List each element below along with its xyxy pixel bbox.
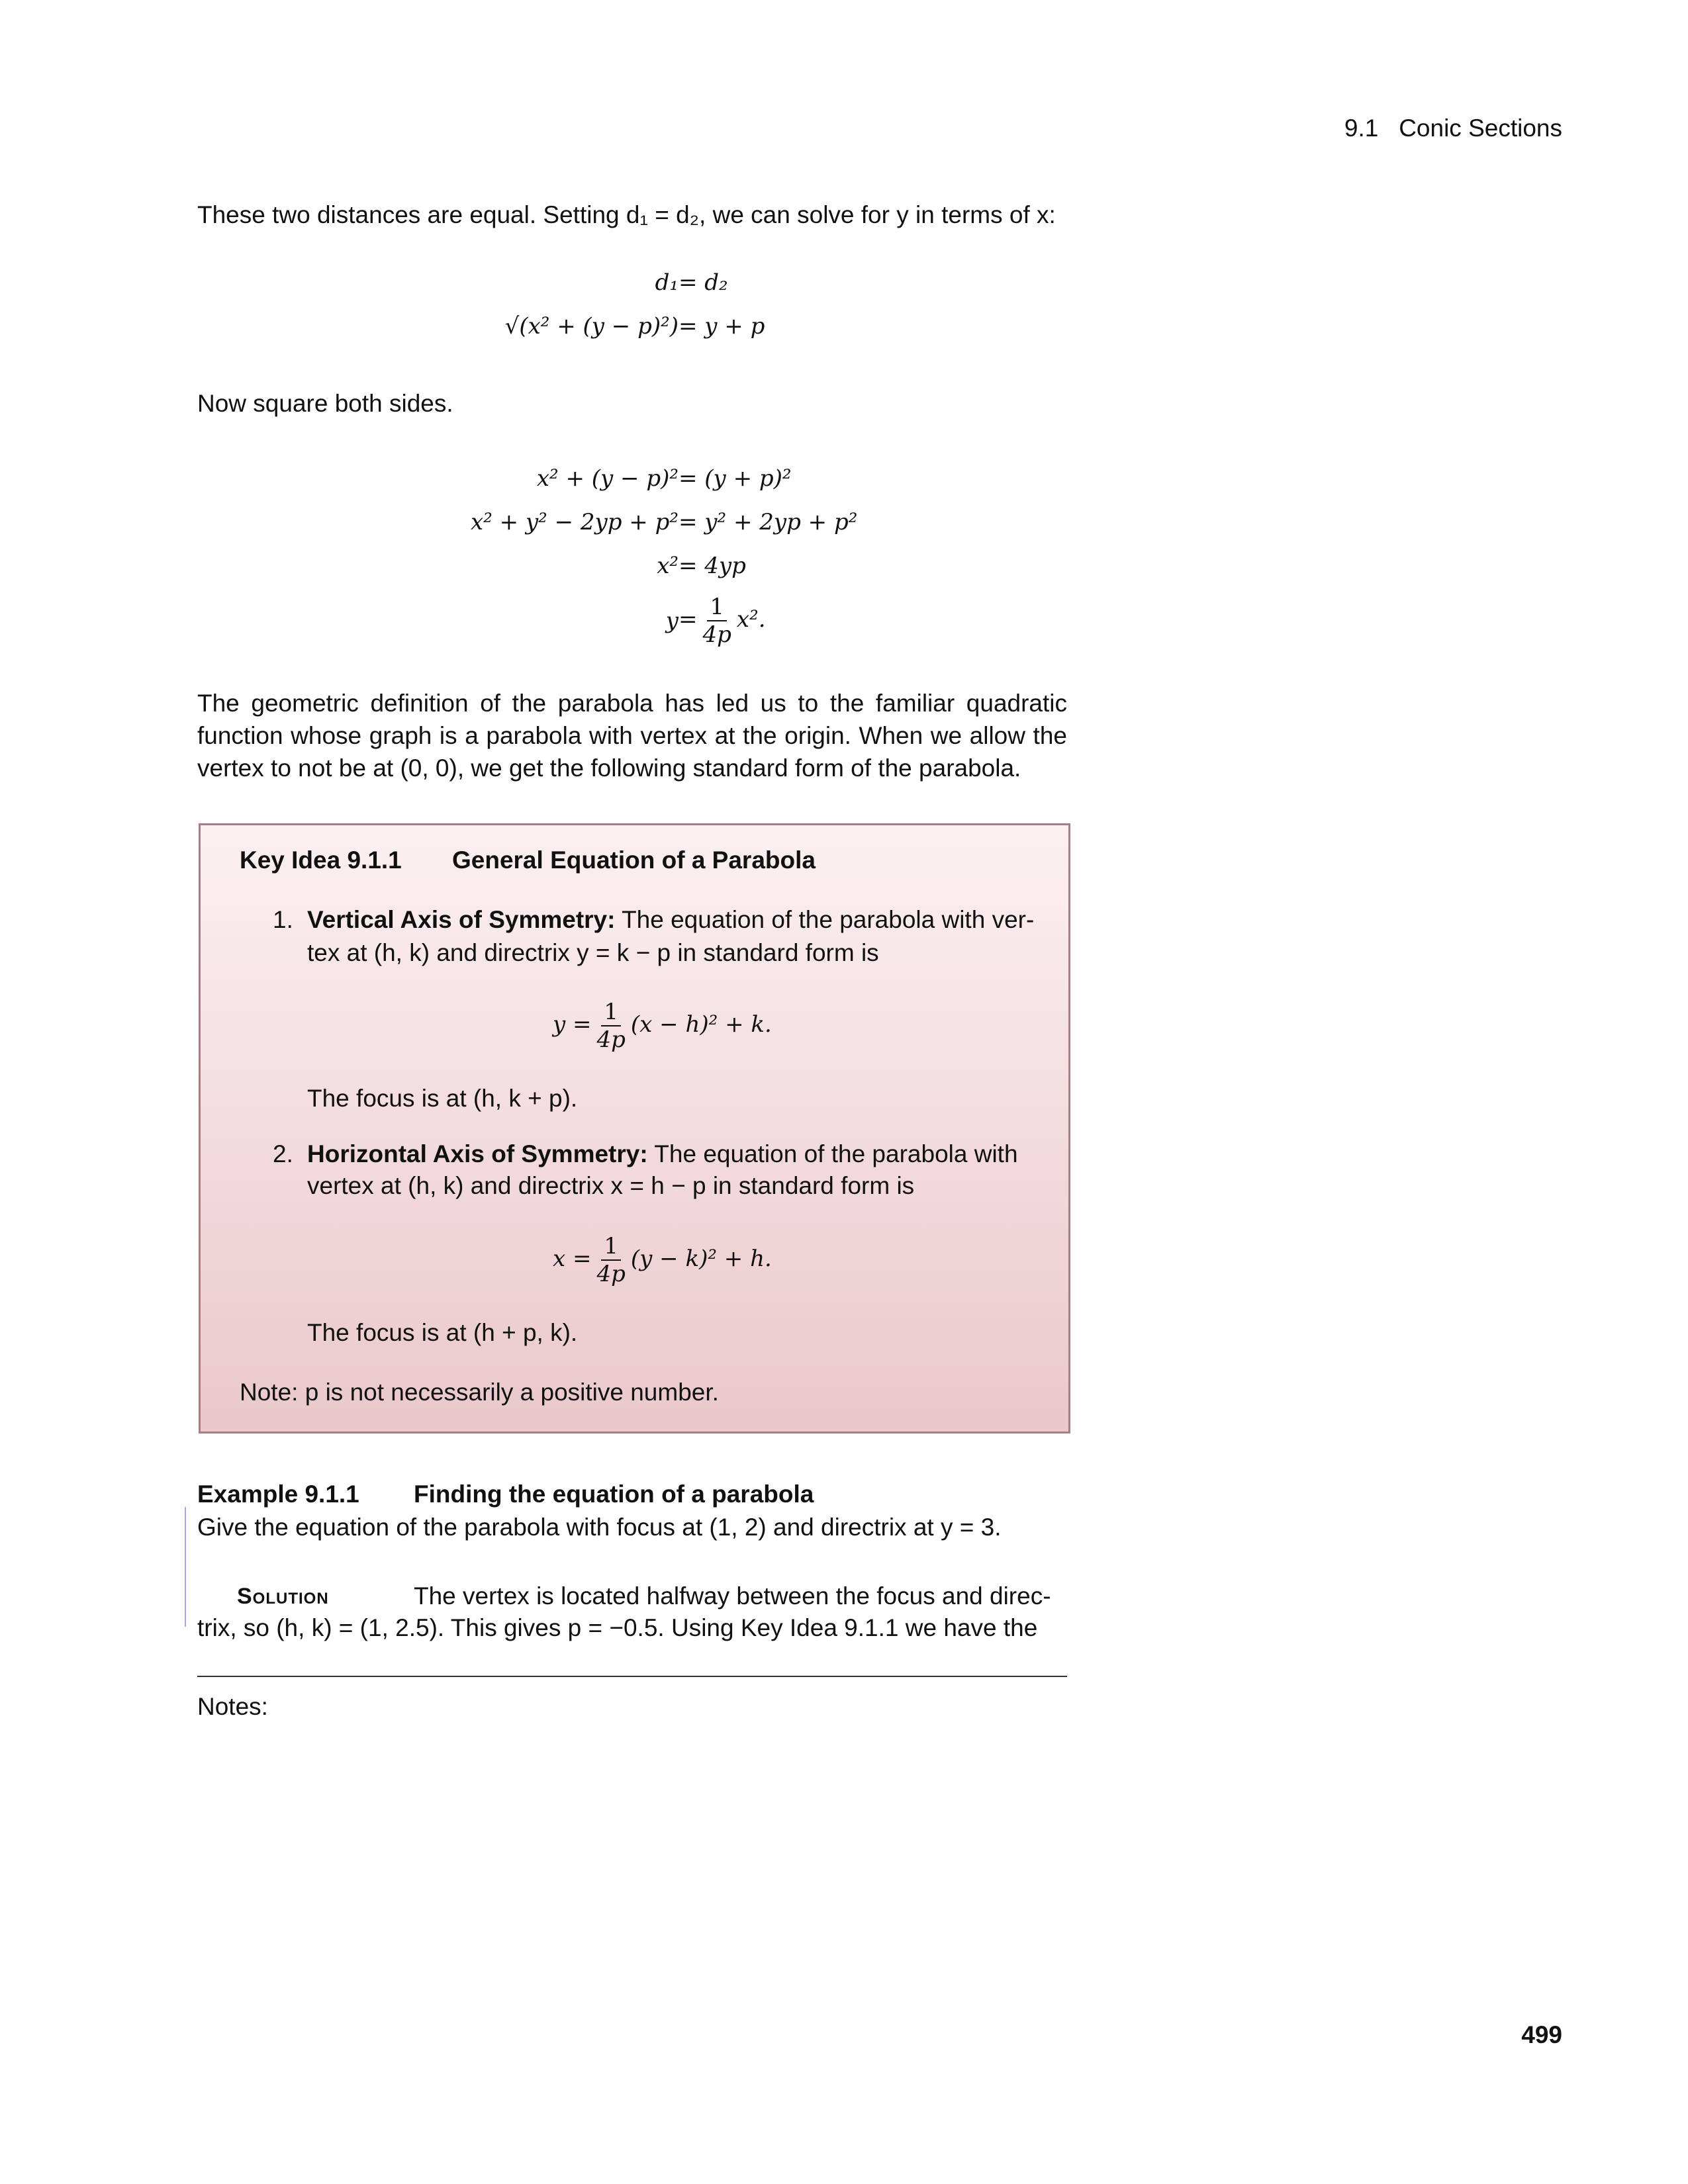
key-idea-title: General Equation of a Parabola bbox=[452, 846, 816, 874]
example-label: Example 9.1.1 bbox=[197, 1480, 359, 1508]
solution-text: trix, so (h, k) = (1, 2.5). This gives p = −0.5. Using Key Idea 9.1.1 we have the bbox=[197, 1614, 1038, 1641]
eq-rhs: = (y + p)² bbox=[679, 465, 792, 492]
eq-rhs: = 4yp bbox=[679, 553, 746, 579]
margin-marker bbox=[185, 1507, 186, 1627]
item-text: The equation of the parabola with ver- bbox=[615, 906, 1035, 933]
fraction bbox=[594, 1233, 628, 1287]
formula-rhs: (x − h)² + k. bbox=[630, 1011, 772, 1038]
eq-rhs: = d₂ bbox=[679, 269, 728, 296]
denominator: 4p bbox=[702, 621, 731, 648]
paragraph-standard-form: The geometric definition of the parabola has led us to the familiar quadratic function whose graph is a parabola with vertex at the origin. When we allow the vertex to not be at (0, 0), we get the following standard form of the parabola. bbox=[197, 690, 1067, 782]
solution-label: Solution bbox=[237, 1584, 329, 1609]
eq-lhs: x² + y² − 2yp + p² bbox=[471, 509, 679, 535]
numerator: 1 bbox=[601, 999, 621, 1026]
eq-rhs: = y² + 2yp + p² bbox=[679, 509, 858, 535]
focus-text: The focus is at (h, k + p). bbox=[307, 1085, 578, 1112]
fraction bbox=[594, 999, 628, 1053]
formula-lhs: x = bbox=[553, 1246, 592, 1272]
section-title: Conic Sections bbox=[1399, 114, 1562, 142]
eq-lhs: x² + (y − p)² bbox=[536, 465, 679, 492]
item-heading: Horizontal Axis of Symmetry: bbox=[307, 1140, 648, 1167]
example-title: Finding the equation of a parabola bbox=[414, 1480, 814, 1508]
equation-d1-d2 bbox=[424, 261, 765, 348]
focus-text: The focus is at (h + p, k). bbox=[307, 1319, 578, 1346]
denominator: 4p bbox=[596, 1026, 626, 1053]
eq-lhs: y bbox=[665, 608, 679, 634]
example-prompt: Give the equation of the parabola with focus at (1, 2) and directrix at y = 3. bbox=[197, 1514, 1002, 1541]
denominator: 4p bbox=[596, 1261, 626, 1287]
item-text: The equation of the parabola with bbox=[647, 1140, 1018, 1167]
vertical-formula bbox=[553, 993, 772, 1056]
equation-squared bbox=[371, 457, 857, 654]
running-header bbox=[1344, 112, 1562, 145]
square-text: Now square both sides. bbox=[197, 390, 453, 417]
notes-label: Notes: bbox=[197, 1693, 268, 1720]
item-line bbox=[307, 1138, 1018, 1171]
eq-lhs: x² bbox=[657, 553, 679, 579]
notes-divider bbox=[197, 1676, 1067, 1677]
formula-rhs: (y − k)² + h. bbox=[630, 1246, 772, 1272]
page-number: 499 bbox=[1521, 2021, 1562, 2048]
numerator: 1 bbox=[707, 594, 727, 621]
item-number: 2. bbox=[273, 1140, 293, 1167]
formula-lhs: y = bbox=[553, 1011, 592, 1038]
fraction bbox=[700, 594, 734, 648]
intro-text: These two distances are equal. Setting d₁ = d₂, we can solve for y in terms of x: bbox=[197, 201, 1056, 228]
item-heading: Vertical Axis of Symmetry: bbox=[307, 906, 616, 933]
eq-tail: x². bbox=[736, 606, 766, 633]
item-line bbox=[307, 903, 1034, 936]
numerator: 1 bbox=[601, 1233, 621, 1261]
horizontal-formula bbox=[553, 1227, 772, 1291]
item-number: 1. bbox=[273, 906, 293, 933]
section-number: 9.1 bbox=[1344, 114, 1379, 142]
eq-lhs: d₁ bbox=[655, 269, 679, 296]
solution-text: The vertex is located halfway between the focus and direc- bbox=[414, 1582, 1051, 1610]
item-line: vertex at (h, k) and directrix x = h − p in standard form is bbox=[307, 1172, 915, 1199]
item-line: tex at (h, k) and directrix y = k − p in standard form is bbox=[307, 939, 879, 966]
eq-lhs: √(x² + (y − p)²) bbox=[504, 313, 679, 340]
eq-rhs: = y + p bbox=[679, 313, 765, 340]
key-idea-label: Key Idea 9.1.1 bbox=[240, 846, 402, 874]
eq-rhs bbox=[679, 588, 857, 654]
equals: = bbox=[679, 606, 698, 633]
key-idea-note: Note: p is not necessarily a positive number. bbox=[240, 1379, 719, 1406]
